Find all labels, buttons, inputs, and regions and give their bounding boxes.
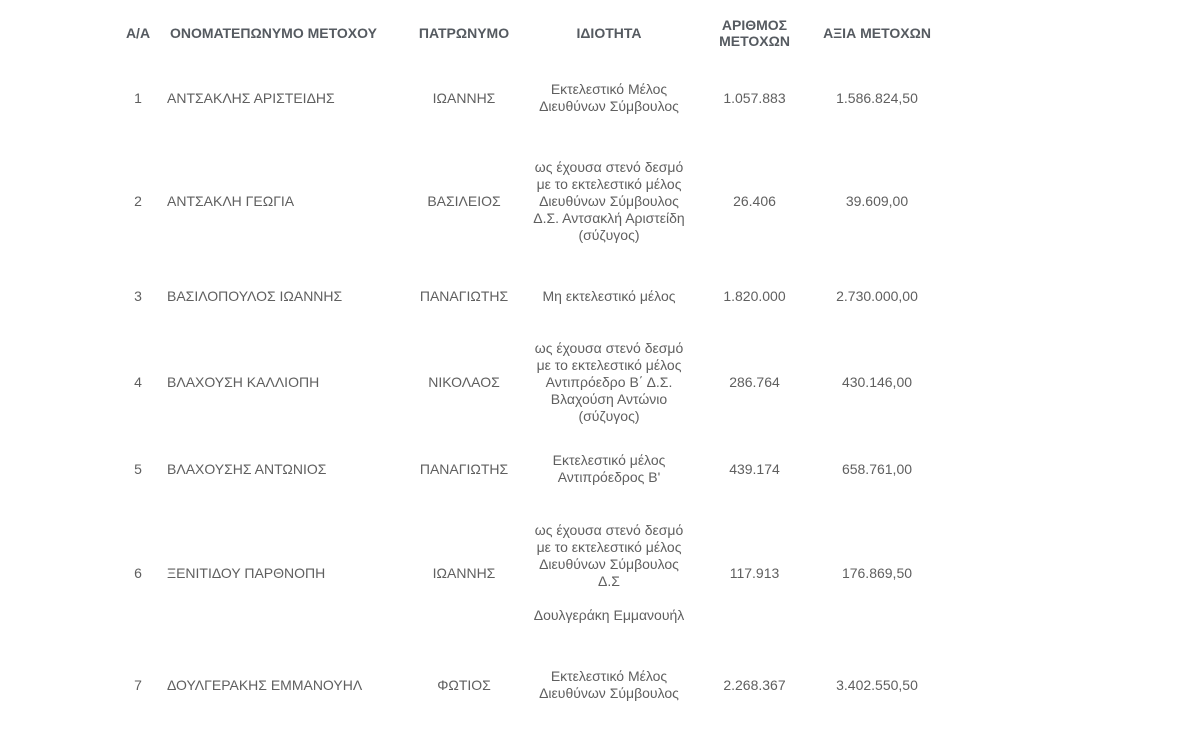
cell-value: 3.402.550,50 [836,676,918,693]
cell-role-extra: Δουλγεράκη Εμμανουήλ [533,607,685,623]
table-row [113,504,943,642]
cell-value: 658.761,00 [841,460,913,477]
cell-role-text: Εκτελεστικό Μέλος Διευθύνων Σύμβουλος [539,81,679,114]
table-header [113,10,943,55]
header-shares-line1: ΑΡΙΘΜΟΣ [721,16,788,33]
cell-shares: 1.057.883 [723,89,786,106]
cell-aa: 7 [134,676,142,693]
cell-name: ΑΝΤΣΑΚΛΗ ΓΕΩΓΙΑ [167,192,295,209]
cell-name: ΒΑΣΙΛΟΠΟΥΛΟΣ ΙΩΑΝΝΗΣ [167,287,343,304]
cell-role [520,261,698,331]
shareholders-table [113,10,943,728]
cell-patronymic: ΙΩΑΝΝΗΣ [432,89,496,106]
cell-patronymic: ΠΑΝΑΓΙΩΤΗΣ [419,287,509,304]
table-body [113,55,943,728]
table-row [113,261,943,331]
cell-patronymic: ΦΩΤΙΟΣ [437,676,491,693]
cell-value: 1.586.824,50 [836,89,918,106]
table-row [113,642,943,728]
header-shares-line2: ΜΕΤΟΧΩΝ [719,32,790,49]
cell-shares: 1.820.000 [723,287,786,304]
cell-name: ΑΝΤΣΑΚΛΗΣ ΑΡΙΣΤΕΙΔΗΣ [167,89,335,106]
cell-role [520,504,698,642]
cell-value: 430.146,00 [841,374,913,390]
table-row [113,434,943,504]
cell-name: ΒΛΑΧΟΥΣΗΣ ΑΝΤΩΝΙΟΣ [167,460,327,477]
cell-shares: 439.174 [729,460,780,477]
cell-aa: 2 [134,192,142,209]
cell-role [520,434,698,504]
table-row [113,331,943,434]
cell-aa: 4 [134,374,142,390]
cell-shares: 117.913 [729,564,780,581]
cell-aa: 5 [134,460,142,477]
cell-shares: 26.406 [733,192,776,209]
cell-aa: 3 [134,287,142,304]
header-role: ΙΔΙΟΤΗΤΑ [576,24,642,41]
cell-name: ΔΟΥΛΓΕΡΑΚΗΣ ΕΜΜΑΝΟΥΗΛ [167,676,363,693]
cell-role-text: Εκτελεστικό μέλος Αντιπρόεδρος Β' [552,452,666,485]
table-row [113,141,943,261]
cell-role-text: Μη εκτελεστικό μέλος [542,287,676,304]
cell-role [520,331,698,434]
header-name: ΟΝΟΜΑΤΕΠΩΝΥΜΟ ΜΕΤΟΧΟΥ [170,24,377,41]
table-row [113,55,943,141]
cell-name: ΒΛΑΧΟΥΣΗ ΚΑΛΛΙΟΠΗ [167,374,320,390]
cell-role [520,141,698,261]
cell-aa: 1 [134,89,142,106]
cell-role [520,642,698,728]
header-row [113,10,943,55]
cell-value: 39.609,00 [845,192,909,209]
cell-value: 2.730.000,00 [836,287,918,304]
cell-role [520,55,698,141]
cell-shares: 2.268.367 [723,676,786,693]
cell-value: 176.869,50 [841,564,913,581]
header-value: ΑΞΙΑ ΜΕΤΟΧΩΝ [823,24,931,41]
header-patronymic: ΠΑΤΡΩΝΥΜΟ [418,24,510,41]
header-aa: Α/Α [125,24,151,41]
cell-patronymic: ΙΩΑΝΝΗΣ [432,564,496,581]
header-shares [698,10,811,55]
cell-patronymic: ΒΑΣΙΛΕΙΟΣ [427,192,501,209]
cell-shares: 286.764 [729,374,780,390]
cell-role-text: Εκτελεστικό Μέλος Διευθύνων Σύμβουλος [539,668,679,701]
cell-role-text: ως έχουσα στενό δεσμό με το εκτελεστικό μέλος Αντιπρόεδρο Β΄ Δ.Σ. Βλαχούση Αντώνιο (σύζυγος) [534,340,684,424]
cell-role-text: ως έχουσα στενό δεσμό με το εκτελεστικό μέλος Διευθύνων Σύμβουλος Δ.Σ [534,522,684,589]
cell-patronymic: ΠΑΝΑΓΙΩΤΗΣ [419,460,509,477]
cell-aa: 6 [134,564,142,581]
cell-name: ΞΕΝΙΤΙΔΟΥ ΠΑΡΘΝΟΠΗ [167,564,326,581]
cell-role-text: ως έχουσα στενό δεσμό με το εκτελεστικό μέλος Διευθύνων Σύμβουλος Δ.Σ. Αντσακλή Αριστείδη (σύζυγος) [533,158,685,243]
cell-patronymic: ΝΙΚΟΛΑΟΣ [428,374,500,390]
